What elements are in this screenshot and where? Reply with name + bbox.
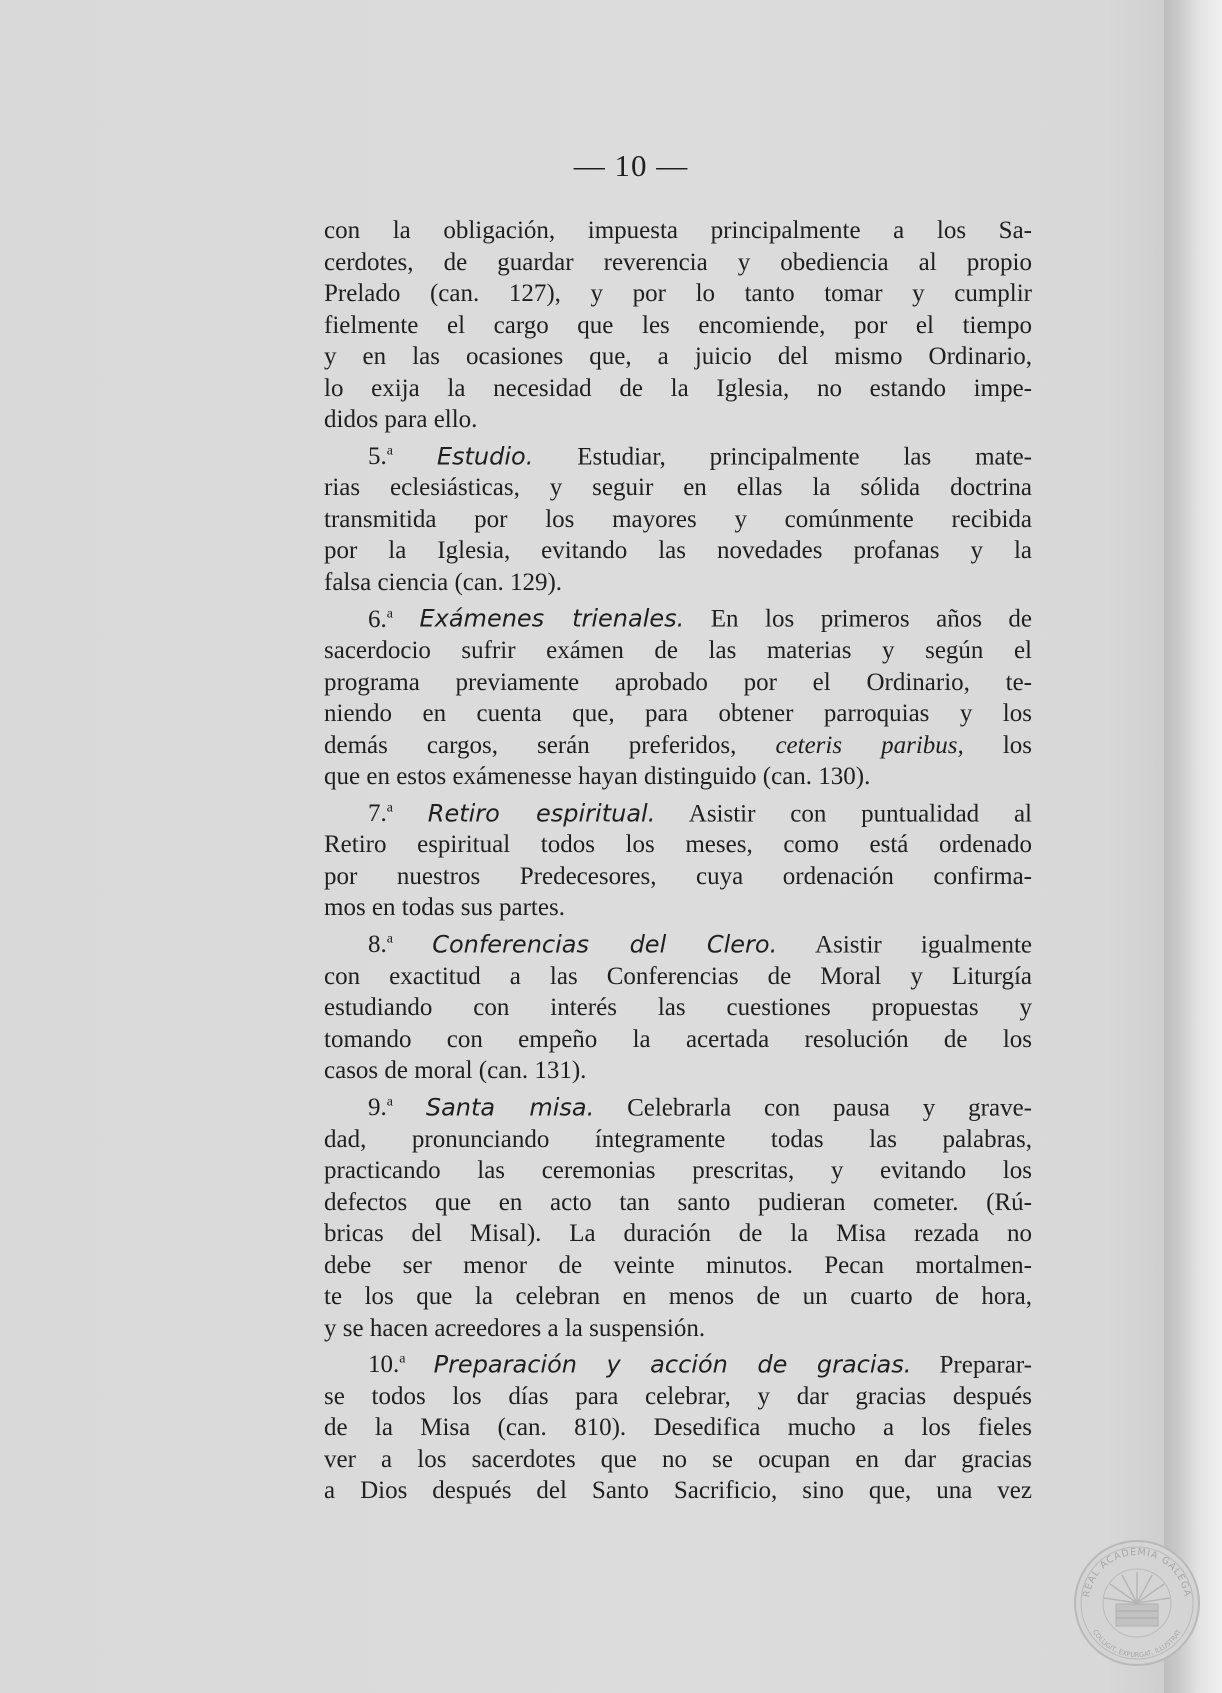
section-7-first-line: 7.$^a$ Retiro espiritual. Asistir con puntualidad al — [368, 798, 1032, 827]
section-5-first-line: 5.$^a$ Estudio. Estudiar, principalmente las mate- — [368, 441, 1033, 470]
text-line: defectos que en acto tan santo pudieran cometer. (Rú- — [324, 1188, 1032, 1216]
page-number: — 10 — — [573, 148, 689, 183]
section-number: 9.$^a$ — [368, 1094, 393, 1122]
text-line: que en estos exámenesse hayan distinguido (can. 130). — [324, 763, 871, 791]
text-line: cerdotes, de guardar reverencia y obediencia al propio — [324, 248, 1032, 276]
text-line: fielmente el cargo que les encomiende, por el tiempo — [324, 311, 1032, 339]
text-line: por la Iglesia, evitando las novedades profanas y la — [324, 537, 1032, 565]
seal-bottom-text: COLLIGIT, EXPURGAT, ILLUSTRAT — [1091, 1628, 1183, 1660]
text-line: estudiando con interés las cuestiones propuestas y — [324, 994, 1032, 1022]
section-number: 5.$^a$ — [368, 442, 393, 470]
section-8-first-line: 8.$^a$ Conferencias del Clero. Asistir igualmente — [368, 930, 1033, 959]
text-line: tomando con empeño la acertada resolución de los — [324, 1025, 1032, 1053]
text-line: Retiro espiritual todos los meses, como está ordenado — [324, 831, 1032, 859]
text-line: niendo en cuenta que, para obtener parroquias y los — [324, 700, 1032, 728]
seal-top-text: REAL ACADEMIA GALEGA — [1081, 1546, 1193, 1599]
section-heading: Conferencias del Clero. — [432, 930, 778, 959]
latin-phrase: ceteris paribus, — [775, 731, 964, 759]
section-heading: Exámenes trienales. — [419, 604, 685, 633]
text-line: por nuestros Predecesores, cuya ordenación confirma- — [324, 862, 1032, 890]
page-edge — [1164, 0, 1222, 1693]
text-line: rias eclesiásticas, y seguir en ellas la sólida doctrina — [324, 474, 1032, 502]
section-number: 8.$^a$ — [368, 931, 393, 959]
text-line: programa previamente aprobado por el Ordinario, te- — [324, 668, 1032, 696]
text-line: falsa ciencia (can. 129). — [324, 568, 563, 596]
text-line: se todos los días para celebrar, y dar gracias después — [324, 1382, 1032, 1410]
text-line: bricas del Misal). La duración de la Misa rezada no — [324, 1220, 1032, 1248]
body-text — [324, 215, 1032, 1507]
text-line: didos para ello. — [324, 406, 478, 433]
text-line: con la obligación, impuesta principalmente a los Sa- — [324, 217, 1032, 244]
text-line: mos en todas sus partes. — [324, 894, 565, 922]
text-line: te los que la celebran en menos de un cuarto de hora, — [324, 1283, 1032, 1311]
section-heading: Santa misa. — [425, 1093, 595, 1122]
text-line: transmitida por los mayores y comúnmente recibida — [324, 505, 1032, 533]
section-heading: Preparación y acción de gracias. — [433, 1350, 912, 1379]
section-heading: Retiro espiritual. — [427, 798, 656, 827]
text-line: de la Misa (can. 810). Desedifica mucho a los fieles — [324, 1414, 1032, 1442]
text-line: practicando las ceremonias prescritas, y evitando los — [324, 1157, 1032, 1185]
text-line: casos de moral (can. 131). — [324, 1057, 587, 1085]
text-line: debe ser menor de veinte minutos. Pecan mortalmen- — [324, 1251, 1032, 1279]
section-9-first-line: 9.$^a$ Santa misa. Celebrarla con pausa y grave- — [368, 1093, 1032, 1122]
text-line: sacerdocio sufrir exámen de las materias y según el — [324, 637, 1032, 665]
text-line: Prelado (can. 127), y por lo tanto tomar y cumplir — [324, 280, 1032, 307]
text-line: con exactitud a las Conferencias de Moral y Liturgía — [324, 962, 1032, 990]
section-heading: Estudio. — [436, 441, 534, 470]
text-line: dad, pronunciando íntegramente todas las palabras, — [324, 1125, 1032, 1153]
section-number: 6.$^a$ — [368, 605, 393, 633]
text-line: lo exija la necesidad de la Iglesia, no estando impe- — [324, 374, 1032, 402]
text-line-latin: demás cargos, serán preferidos, ceteris paribus, los — [324, 731, 1033, 759]
text-line: a Dios después del Santo Sacrificio, sino que, una vez — [324, 1477, 1032, 1505]
section-10-first-line: 10.$^a$ Preparación y acción de gracias. Preparar- — [368, 1350, 1032, 1379]
text-line: y en las ocasiones que, a juicio del mismo Ordinario, — [324, 343, 1032, 370]
section-6-first-line: 6.$^a$ Exámenes trienales. En los primeros años de — [368, 604, 1033, 633]
text-line: y se hacen acreedores a la suspensión. — [324, 1314, 706, 1342]
section-number: 10.$^a$ — [368, 1351, 406, 1379]
text-line: ver a los sacerdotes que no se ocupan en dar gracias — [324, 1445, 1032, 1473]
academy-seal-icon — [1072, 1538, 1202, 1668]
section-number: 7.$^a$ — [368, 799, 393, 827]
